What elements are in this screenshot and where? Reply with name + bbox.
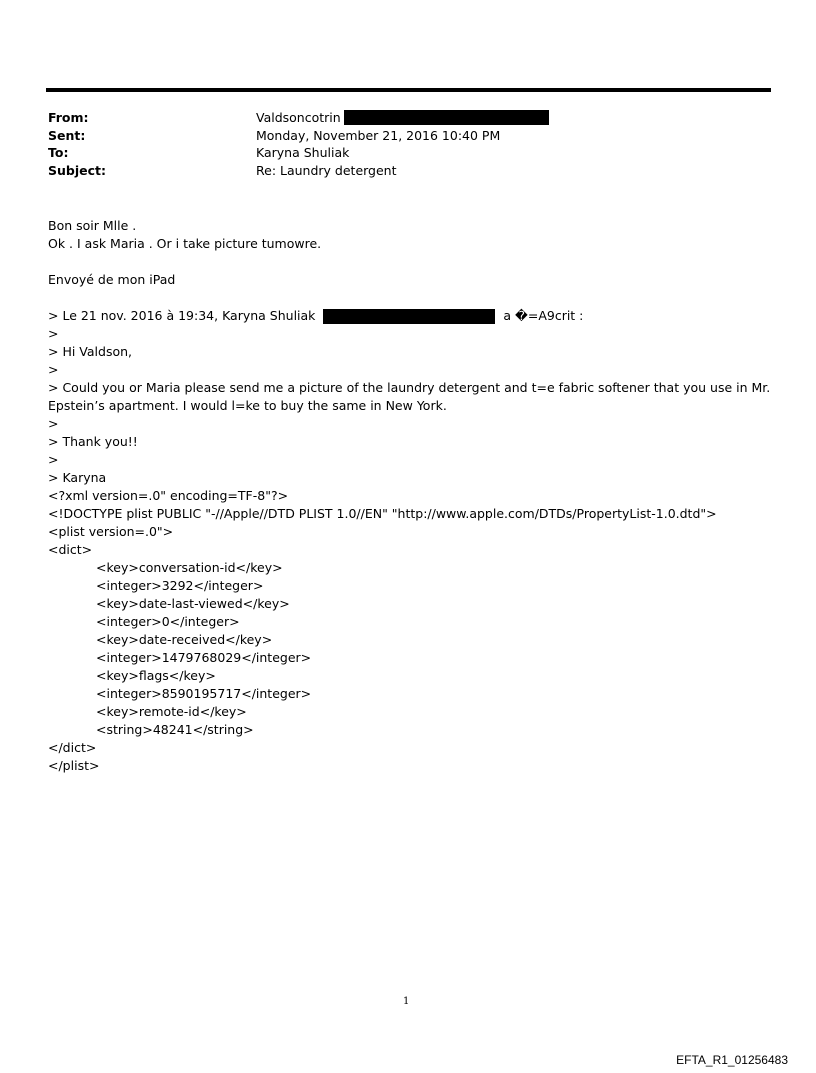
- xml-line: <integer>8590195717</integer>: [96, 686, 312, 701]
- quote-header-text: > Le 21 nov. 2016 à 19:34, Karyna Shuliak: [48, 308, 316, 323]
- quote-line: > Could you or Maria please send me a picture of the laundry detergent and t=e fabric softener that you use in Mr. Epstein’s apartment. I would l=ke to buy the same in New York.: [48, 380, 771, 413]
- xml-line: </dict>: [48, 740, 97, 755]
- bates-number: EFTA_R1_01256483: [676, 1053, 788, 1067]
- quote-line: > Karyna: [48, 470, 107, 485]
- to-value: Karyna Shuliak: [256, 145, 350, 160]
- subject-value: Re: Laundry detergent: [256, 162, 397, 178]
- sent-label: Sent:: [48, 127, 86, 143]
- quote-line: >: [48, 362, 59, 377]
- signature-line: Envoyé de mon iPad: [48, 272, 176, 287]
- xml-line: <key>conversation-id</key>: [96, 560, 283, 575]
- xml-line: </plist>: [48, 758, 100, 773]
- subject-label: Subject:: [48, 162, 106, 178]
- quote-line: >: [48, 416, 59, 431]
- from-value: Valdsoncotrin: [256, 110, 341, 125]
- xml-line: <key>date-last-viewed</key>: [96, 596, 290, 611]
- xml-line: <string>48241</string>: [96, 722, 254, 737]
- xml-line: <?xml version=.0" encoding=TF-8"?>: [48, 488, 289, 503]
- xml-line: <key>flags</key>: [96, 668, 216, 683]
- page-number: 1: [403, 996, 410, 1007]
- email-header: [48, 109, 549, 179]
- redaction-box: [344, 110, 549, 125]
- sent-value: Monday, November 21, 2016 10:40 PM: [256, 127, 501, 143]
- from-label: From:: [48, 110, 89, 125]
- quote-header-suffix: a �=A9crit :: [503, 308, 584, 323]
- quote-line: >: [48, 452, 59, 467]
- xml-line: <plist version=.0">: [48, 524, 174, 539]
- redaction-box: [323, 309, 495, 324]
- body-line: Bon soir Mlle .: [48, 218, 137, 233]
- quote-line: >: [48, 326, 59, 341]
- quote-header-line: [48, 307, 778, 325]
- body-line: Ok . I ask Maria . Or i take picture tumowre.: [48, 236, 322, 251]
- xml-line: <integer>1479768029</integer>: [96, 650, 312, 665]
- xml-line: <key>remote-id</key>: [96, 704, 247, 719]
- xml-line: <dict>: [48, 542, 93, 557]
- xml-line: <integer>0</integer>: [96, 614, 240, 629]
- subject-row: [48, 162, 549, 180]
- quote-line: > Hi Valdson,: [48, 344, 132, 359]
- xml-line: <key>date-received</key>: [96, 632, 273, 647]
- xml-line: <integer>3292</integer>: [96, 578, 264, 593]
- header-rule: [46, 88, 771, 92]
- quote-line: > Thank you!!: [48, 434, 138, 449]
- sent-row: [48, 127, 549, 145]
- to-label: To:: [48, 145, 69, 160]
- from-row: [48, 109, 549, 127]
- xml-line: <!DOCTYPE plist PUBLIC "-//Apple//DTD PLIST 1.0//EN" "http://www.apple.com/DTDs/PropertyList-1.0.dtd">: [48, 506, 717, 521]
- to-row: [48, 144, 549, 162]
- email-body: [48, 217, 778, 775]
